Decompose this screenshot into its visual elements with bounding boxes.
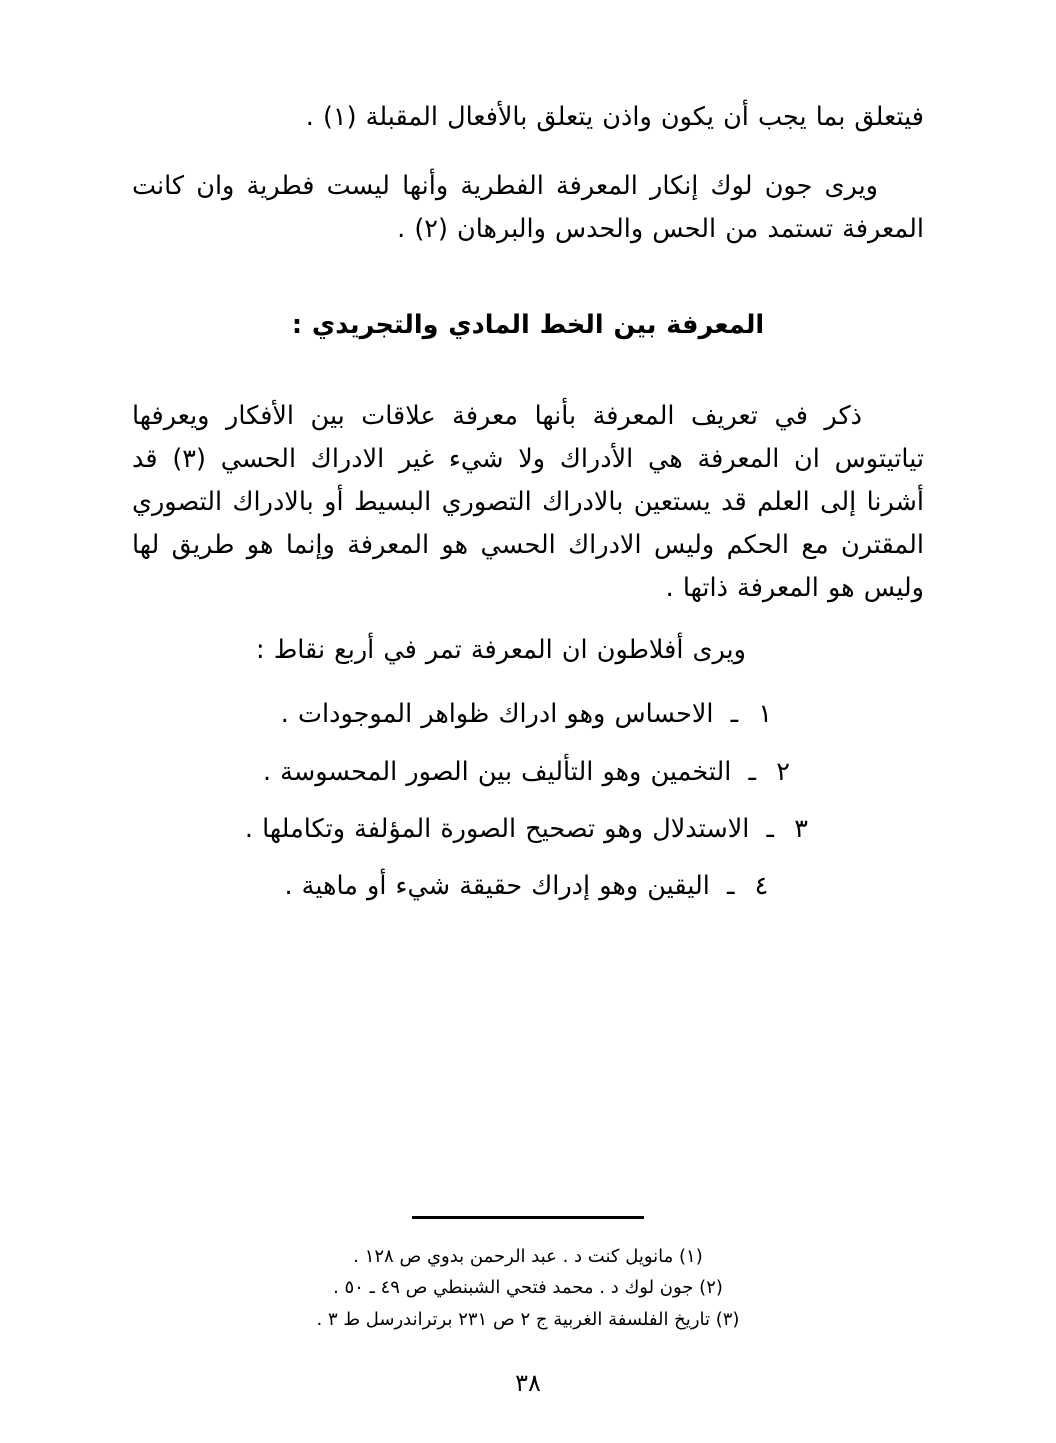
list-item-text: الاحساس وهو ادراك ظواهر الموجودات . xyxy=(280,699,714,730)
list-item-number: ١ xyxy=(758,699,773,730)
footnote-list xyxy=(132,1241,924,1336)
list-item xyxy=(132,694,924,735)
section-heading: المعرفة بين الخط المادي والتجريدي : xyxy=(291,310,765,341)
list-item-dash: ـ xyxy=(726,871,735,902)
list-item-number: ٢ xyxy=(776,756,790,787)
list-item-text: الاستدلال وهو تصحيح الصورة المؤلفة وتكاملها . xyxy=(244,813,750,844)
top-paragraph: فيتعلق بما يجب أن يكون واذن يتعلق بالأفعال المقبلة (١) . xyxy=(305,102,924,132)
list-item-text: اليقين وهو إدراك حقيقة شيء أو ماهية . xyxy=(284,871,710,902)
list-intro-paragraph: ويرى أفلاطون ان المعرفة تمر في أربع نقاط : xyxy=(256,635,746,666)
list-item-text: التخمين وهو التأليف بين الصور المحسوسة . xyxy=(262,756,732,787)
list-item xyxy=(132,752,924,793)
footnote-area xyxy=(132,1216,924,1404)
list-item-dash: ـ xyxy=(748,756,756,787)
numbered-list xyxy=(132,694,924,907)
footnote-rule-wrap xyxy=(132,1216,924,1241)
footnote-item: (٢) جون لوك د . محمد فتحي الشبنطي ص ٤٩ ـ ٥٠ . xyxy=(333,1277,723,1298)
list-item-dash: ـ xyxy=(766,813,774,844)
content-spacer xyxy=(132,923,924,1215)
list-item-number: ٤ xyxy=(754,871,769,902)
footnote-separator-rule xyxy=(412,1216,644,1219)
page-number: ٣٨ xyxy=(515,1369,541,1397)
list-item-number: ٣ xyxy=(794,813,808,844)
page-body xyxy=(132,96,924,923)
list-item xyxy=(132,809,924,850)
paragraph-1: ويرى جون لوك إنكار المعرفة الفطرية وأنها ليست فطرية وان كانت المعرفة تستمد من الحس والحدس والبرهان (٢) . xyxy=(132,170,924,244)
list-item-dash: ـ xyxy=(730,699,739,730)
footnote-item: (٣) تاريخ الفلسفة الغربية ج ٢ ص ٢٣١ برتراندرسل ط ٣ . xyxy=(316,1308,740,1330)
footnote-item: (١) مانويل كنت د . عبد الرحمن بدوي ص ١٢٨ . xyxy=(353,1245,703,1267)
main-paragraph: ذكر في تعريف المعرفة بأنها معرفة علاقات بين الأفكار ويعرفها تياتيتوس ان المعرفة هي الأدراك ولا شيء غير الادراك الحسي (٣) قد أشرنا إلى العلم قد يستعين بالادراك التصوري البسيط أو بالادراك التصوري المقترن مع الحكم وليس الادراك الحسي هو المعرفة وإنما هو طريق لها وليس هو المعرفة ذاتها . xyxy=(132,401,924,603)
list-item xyxy=(132,866,924,907)
